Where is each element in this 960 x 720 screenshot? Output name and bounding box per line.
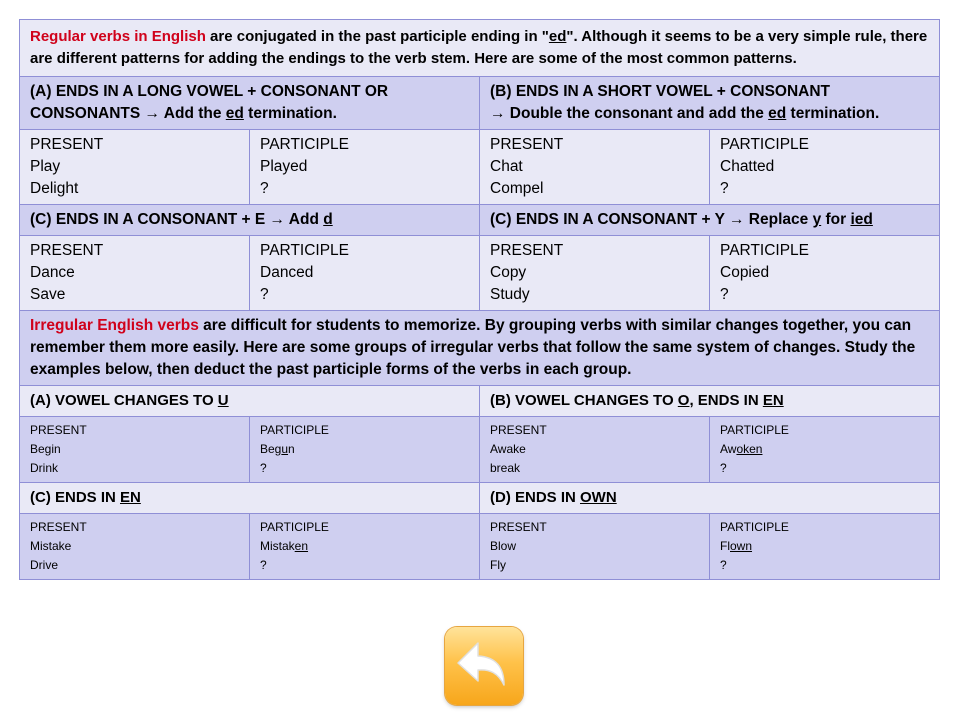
- verb-change: u: [281, 442, 289, 456]
- verb-item: ?: [260, 558, 267, 572]
- regular-d-rule: Replace: [744, 211, 813, 228]
- verb-item: ?: [260, 461, 267, 475]
- verb-stem: Mistak: [260, 539, 295, 553]
- verb-item: Mistake: [30, 539, 72, 553]
- verb-item: Begin: [30, 442, 61, 456]
- verb-item: Drive: [30, 558, 59, 572]
- participle-heading: PARTICIPLE: [260, 520, 329, 534]
- verb-item: ?: [720, 558, 727, 572]
- regular-a-rule: Add the: [160, 105, 226, 122]
- regular-intro: [20, 20, 940, 77]
- regular-cd-list-row: [20, 236, 940, 311]
- regular-b-rule-end: termination.: [786, 105, 880, 122]
- present-heading: PRESENT: [30, 520, 87, 534]
- irregular-c-participle: [250, 514, 480, 580]
- irregular-a-header: [20, 386, 480, 417]
- regular-a-header: [20, 77, 480, 130]
- verb-item: Fly: [490, 558, 506, 572]
- irregular-b-present: [480, 417, 710, 483]
- verb-item: Played: [260, 158, 308, 175]
- regular-d-title: (C) ENDS IN A CONSONANT + Y: [490, 211, 729, 228]
- regular-lead: Regular verbs in English: [30, 28, 206, 45]
- arrow-icon: →: [729, 211, 745, 228]
- regular-ed: ed: [548, 28, 567, 45]
- verb-ending: n: [288, 442, 295, 456]
- verb-item: Copied: [720, 264, 770, 281]
- verb-change: en: [294, 539, 309, 553]
- irregular-a-u: U: [217, 392, 229, 409]
- regular-b-present: [480, 130, 710, 205]
- verb-item: Dance: [30, 264, 75, 281]
- verbs-table: [19, 19, 940, 580]
- regular-d-participle: [710, 236, 940, 311]
- participle-heading: PARTICIPLE: [720, 242, 810, 259]
- irregular-b-mid: , ENDS IN: [689, 392, 763, 409]
- regular-b-ed: ed: [768, 105, 787, 122]
- verb-stem: Aw: [720, 442, 737, 456]
- participle-heading: PARTICIPLE: [720, 136, 810, 153]
- verb-item: Drink: [30, 461, 59, 475]
- verb-stem: Fl: [720, 539, 730, 553]
- irregular-ab-list-row: [20, 417, 940, 483]
- regular-c-present: [20, 236, 250, 311]
- arrow-icon: →: [269, 211, 286, 228]
- verb-item: ?: [260, 180, 269, 197]
- irregular-b-en: EN: [762, 392, 784, 409]
- present-heading: PRESENT: [490, 136, 564, 153]
- verb-item: Danced: [260, 264, 314, 281]
- verb-item: Study: [490, 286, 530, 303]
- regular-ab-header-row: [20, 77, 940, 130]
- irregular-d-participle: [710, 514, 940, 580]
- verb-item: Delight: [30, 180, 79, 197]
- regular-a-title: (A) ENDS IN A LONG VOWEL + CONSONANT OR CONSONANTS: [30, 83, 389, 122]
- participle-heading: PARTICIPLE: [720, 520, 789, 534]
- verb-item: [260, 440, 469, 459]
- irregular-cd-header-row: [20, 483, 940, 514]
- irregular-cd-list-row: [20, 514, 940, 580]
- irregular-intro-row: [20, 311, 940, 386]
- regular-ab-list-row: [20, 130, 940, 205]
- verb-item: ?: [260, 286, 269, 303]
- irregular-b-title: (B) VOWEL CHANGES TO: [490, 392, 678, 409]
- participle-heading: PARTICIPLE: [260, 242, 350, 259]
- regular-c-d: d: [323, 211, 333, 228]
- verb-item: Chat: [490, 158, 523, 175]
- regular-d-header: [480, 205, 940, 236]
- regular-b-rule: Double the consonant and add the: [505, 105, 769, 122]
- verb-item: Compel: [490, 180, 544, 197]
- regular-d-for: for: [821, 211, 851, 228]
- participle-heading: PARTICIPLE: [720, 423, 789, 437]
- verb-change: own: [730, 539, 753, 553]
- regular-d-ied: ied: [850, 211, 873, 228]
- present-heading: PRESENT: [490, 423, 547, 437]
- regular-a-rule-end: termination.: [243, 105, 337, 122]
- regular-text-b: ". Although it seems to be a very simple rule, there are different patterns for adding the endings to the verb stem. Here are some of the most common patterns.: [30, 28, 928, 67]
- regular-cd-header-row: [20, 205, 940, 236]
- regular-text-a: are conjugated in the past participle ending in ": [205, 28, 549, 45]
- verb-item: Blow: [490, 539, 517, 553]
- verb-item: break: [490, 461, 521, 475]
- arrow-icon: →: [490, 105, 506, 122]
- irregular-d-title: (D) ENDS IN: [490, 489, 580, 506]
- verb-item: Play: [30, 158, 61, 175]
- irregular-d-present: [480, 514, 710, 580]
- verb-item: Awake: [490, 442, 526, 456]
- verb-item: Copy: [490, 264, 527, 281]
- irregular-text: are difficult for students to memorize. By grouping verbs with similar changes together, you can remember them more easily. Here are some groups of irregular verbs that follow the same system of changes. Study the examples below, then deduct the past participle forms of the verbs in each group.: [30, 317, 916, 378]
- verb-item: Chatted: [720, 158, 775, 175]
- verb-item: Save: [30, 286, 66, 303]
- irregular-d-header: [480, 483, 940, 514]
- verb-item: ?: [720, 286, 729, 303]
- regular-c-participle: [250, 236, 480, 311]
- present-heading: PRESENT: [490, 242, 564, 259]
- present-heading: PRESENT: [490, 520, 547, 534]
- irregular-a-title: (A) VOWEL CHANGES TO: [30, 392, 218, 409]
- irregular-a-participle: [250, 417, 480, 483]
- regular-d-present: [480, 236, 710, 311]
- verb-item: [720, 440, 929, 459]
- present-heading: PRESENT: [30, 242, 104, 259]
- participle-heading: PARTICIPLE: [260, 423, 329, 437]
- regular-a-ed: ed: [225, 105, 244, 122]
- irregular-c-en: EN: [120, 489, 141, 506]
- verb-stem: Beg: [260, 442, 282, 456]
- irregular-intro: [20, 311, 940, 386]
- regular-c-header: [20, 205, 480, 236]
- irregular-lead: Irregular English verbs: [30, 317, 199, 334]
- irregular-d-own: OWN: [580, 489, 617, 506]
- irregular-c-header: [20, 483, 480, 514]
- present-heading: PRESENT: [30, 136, 104, 153]
- back-button[interactable]: [445, 627, 523, 705]
- verb-change: oken: [736, 442, 763, 456]
- verb-item: [720, 537, 929, 556]
- verb-item: ?: [720, 180, 729, 197]
- verb-item: [260, 537, 469, 556]
- regular-b-participle: [710, 130, 940, 205]
- irregular-b-o: O: [677, 392, 690, 409]
- regular-c-rule: Add: [285, 211, 324, 228]
- back-arrow-icon: [454, 637, 514, 695]
- regular-a-participle: [250, 130, 480, 205]
- regular-d-y: y: [812, 211, 822, 228]
- present-heading: PRESENT: [30, 423, 87, 437]
- regular-c-title: (C) ENDS IN A CONSONANT + E: [30, 211, 270, 228]
- arrow-icon: →: [144, 105, 161, 122]
- irregular-b-participle: [710, 417, 940, 483]
- verb-item: ?: [720, 461, 727, 475]
- regular-b-header: [480, 77, 940, 130]
- participle-heading: PARTICIPLE: [260, 136, 350, 153]
- irregular-a-present: [20, 417, 250, 483]
- irregular-c-title: (C) ENDS IN: [30, 489, 120, 506]
- regular-intro-row: [20, 20, 940, 77]
- regular-a-present: [20, 130, 250, 205]
- regular-b-title: (B) ENDS IN A SHORT VOWEL + CONSONANT: [490, 83, 831, 100]
- irregular-c-present: [20, 514, 250, 580]
- irregular-b-header: [480, 386, 940, 417]
- irregular-ab-header-row: [20, 386, 940, 417]
